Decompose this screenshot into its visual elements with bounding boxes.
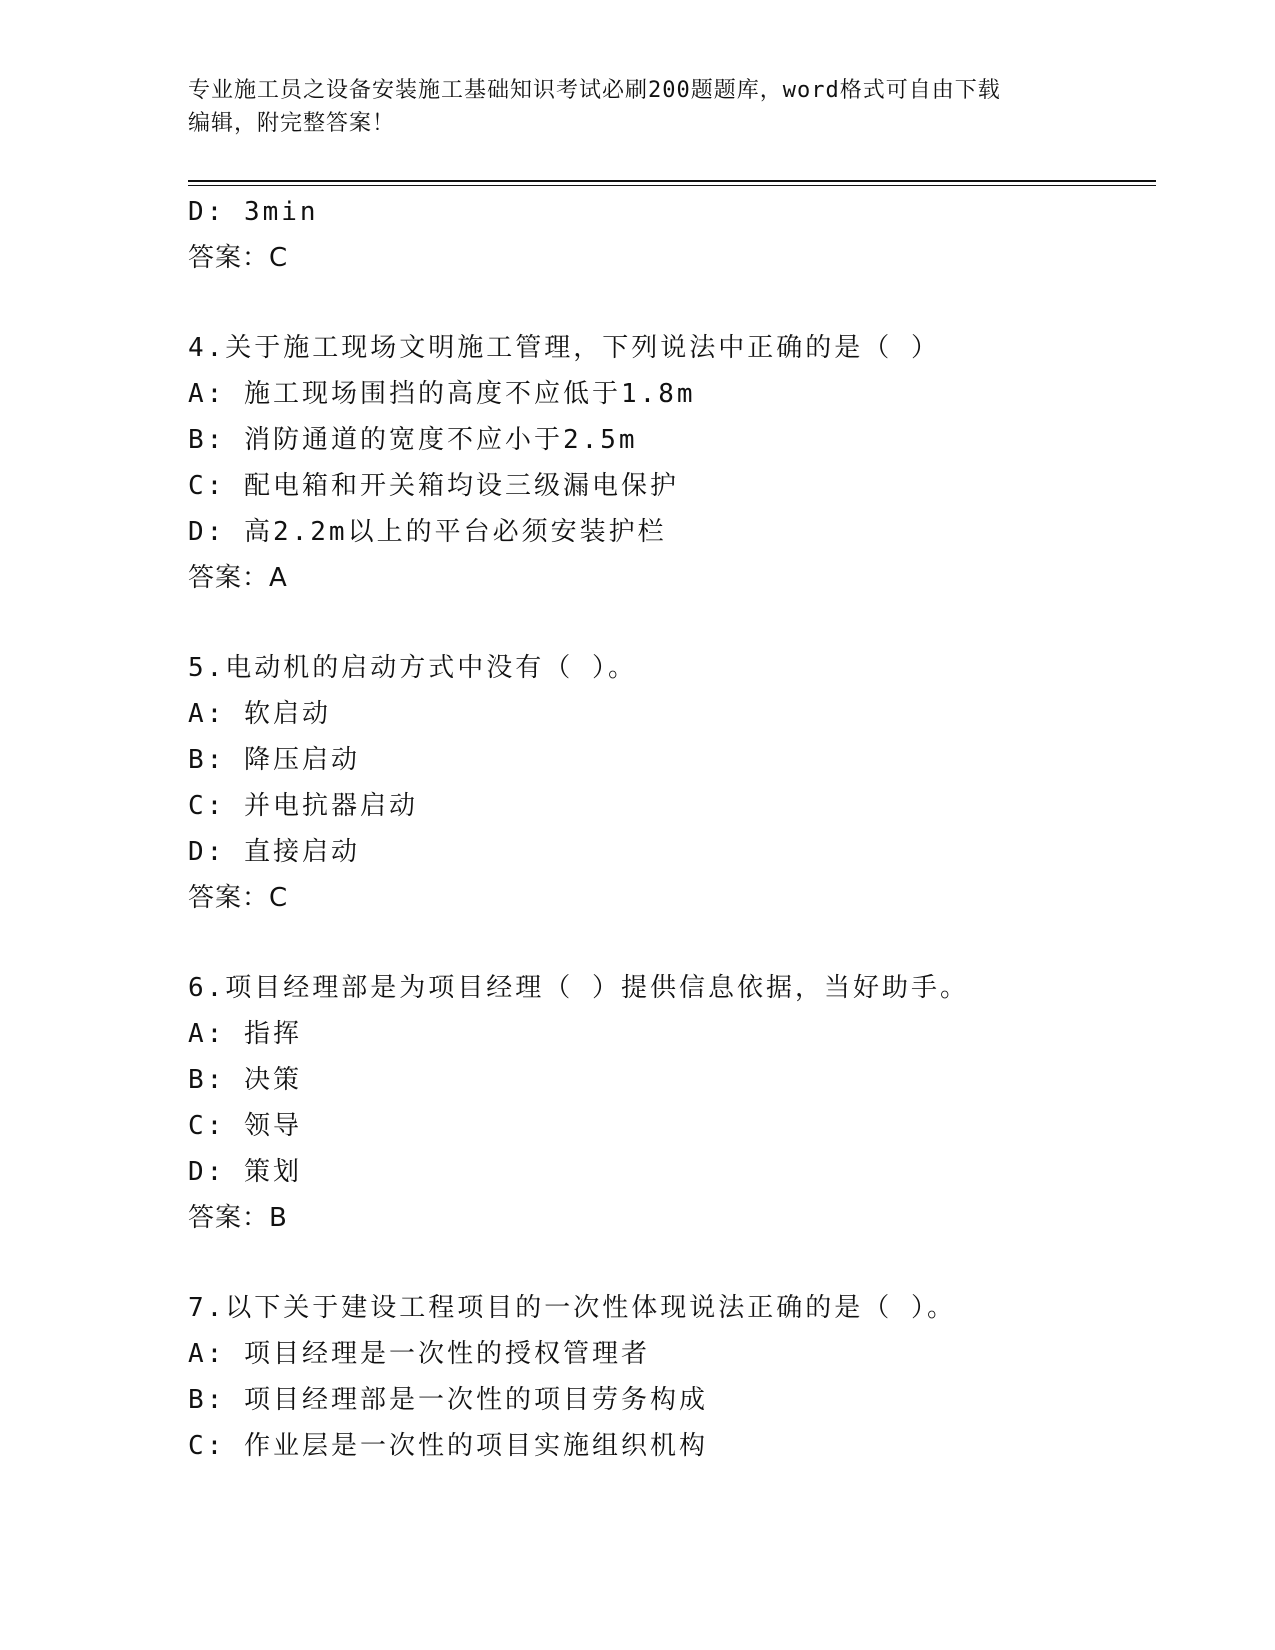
question-stem: 6.项目经理部是为项目经理（ ）提供信息依据，当好助手。: [188, 973, 969, 1003]
spacer: [188, 921, 1156, 965]
option-d: D: 3min: [188, 197, 319, 227]
option-c: C: 作业层是一次性的项目实施组织机构: [188, 1431, 708, 1461]
question-5: [188, 645, 1156, 921]
header-divider-thin: [188, 185, 1156, 186]
option-b: B: 决策: [188, 1065, 302, 1095]
option-b: B: 项目经理部是一次性的项目劳务构成: [188, 1385, 708, 1415]
spacer: [188, 601, 1156, 645]
answer-line: 答案：A: [188, 563, 288, 593]
question-stem: 5.电动机的启动方式中没有（ ）。: [188, 653, 637, 683]
spacer: [188, 281, 1156, 325]
answer-line: 答案：B: [188, 1203, 288, 1233]
option-a: A: 项目经理是一次性的授权管理者: [188, 1339, 650, 1369]
option-a: A: 软启动: [188, 699, 331, 729]
question-6: [188, 965, 1156, 1241]
option-a: A: 施工现场围挡的高度不应低于1.8m: [188, 379, 696, 409]
option-a: A: 指挥: [188, 1019, 302, 1049]
question-stem: 7.以下关于建设工程项目的一次性体现说法正确的是（ ）。: [188, 1293, 956, 1323]
option-b: B: 消防通道的宽度不应小于2.5m: [188, 425, 638, 455]
spacer: [188, 1241, 1156, 1285]
option-c: C: 并电抗器启动: [188, 791, 418, 821]
option-d: D: 高2.2m以上的平台必须安装护栏: [188, 517, 667, 547]
question-7: [188, 1285, 1156, 1469]
option-c: C: 领导: [188, 1111, 302, 1141]
question-4: [188, 325, 1156, 601]
question-3-tail: [188, 189, 1156, 281]
document-header: [188, 74, 1088, 140]
header-divider-thick: [188, 180, 1156, 182]
header-title-line-1: 专业施工员之设备安装施工基础知识考试必刷200题题库，word格式可自由下载: [188, 78, 1001, 103]
header-title-line-2: 编辑，附完整答案！: [188, 111, 396, 136]
option-d: D: 策划: [188, 1157, 302, 1187]
answer-line: 答案：C: [188, 243, 289, 273]
option-b: B: 降压启动: [188, 745, 360, 775]
question-list: [188, 189, 1156, 1469]
question-stem: 4.关于施工现场文明施工管理，下列说法中正确的是（ ）: [188, 333, 940, 363]
option-d: D: 直接启动: [188, 837, 360, 867]
option-c: C: 配电箱和开关箱均设三级漏电保护: [188, 471, 679, 501]
answer-line: 答案：C: [188, 883, 289, 913]
